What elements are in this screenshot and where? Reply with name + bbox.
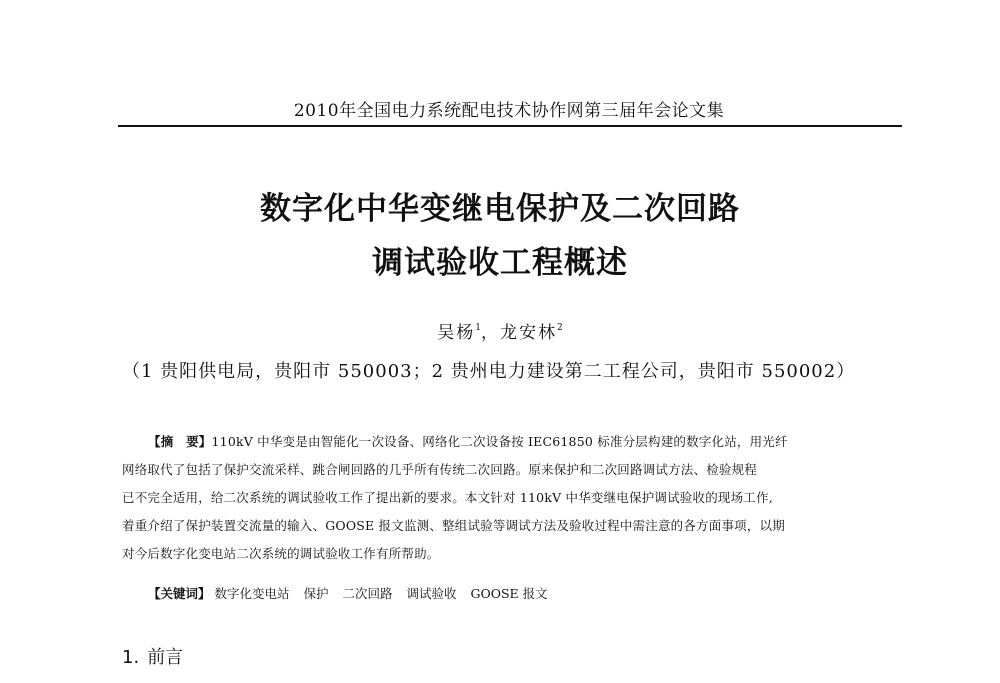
keywords xyxy=(148,584,898,602)
abstract-line: 对今后数字化变电站二次系统的调试验收工作有所帮助。 xyxy=(122,546,440,561)
abstract-line: 网络取代了包括了保护交流采样、跳合闸回路的几乎所有传统二次回路。原来保护和二次回路调试方法、检验规程 xyxy=(122,462,758,477)
author-affiliation-mark: 2 xyxy=(557,323,563,333)
abstract-line xyxy=(122,428,904,456)
keyword-item: 数字化变电站 xyxy=(214,586,290,601)
section-number: 1. xyxy=(122,647,140,668)
abstract-line: 已不完全适用，给二次系统的调试验收工作了提出新的要求。本文针对 110kV 中华变继电保护调试验收的现场工作, xyxy=(122,490,773,505)
abstract-text: 110kV 中华变是由智能化一次设备、网络化二次设备按 IEC61850 标准分层构建的数字化站，用光纤 xyxy=(211,434,788,449)
abstract-label: 【摘 要】 xyxy=(148,434,212,449)
header-rule xyxy=(118,125,902,127)
keyword-item: 保护 xyxy=(303,586,329,601)
section-title: 前言 xyxy=(147,647,184,668)
authors xyxy=(100,318,900,343)
keywords-label: 【关键词】 xyxy=(148,586,211,601)
abstract-line: 着重介绍了保护装置交流量的输入、GOOSE 报文监测、整组试验等调试方法及验收过程中需注意的各方面事项，以期 xyxy=(122,518,785,533)
keyword-item: 调试验收 xyxy=(406,586,457,601)
author-separator: ， xyxy=(481,323,500,343)
affiliation: （1 贵阳供电局，贵阳市 550003；2 贵州电力建设第二工程公司，贵阳市 550002） xyxy=(122,361,856,382)
paper-title-line-2: 调试验收工程概述 xyxy=(372,245,628,281)
abstract xyxy=(122,428,904,568)
author-name: 龙安林 xyxy=(500,323,557,343)
author-affiliation-mark: 1 xyxy=(475,323,481,333)
keyword-item: GOOSE 报文 xyxy=(470,586,548,601)
section-heading xyxy=(122,643,183,669)
author-name: 吴杨 xyxy=(437,323,476,343)
paper-title-line-1: 数字化中华变继电保护及二次回路 xyxy=(260,191,740,227)
running-header: 2010年全国电力系统配电技术协作网第三届年会论文集 xyxy=(293,101,725,121)
keyword-item: 二次回路 xyxy=(342,586,393,601)
